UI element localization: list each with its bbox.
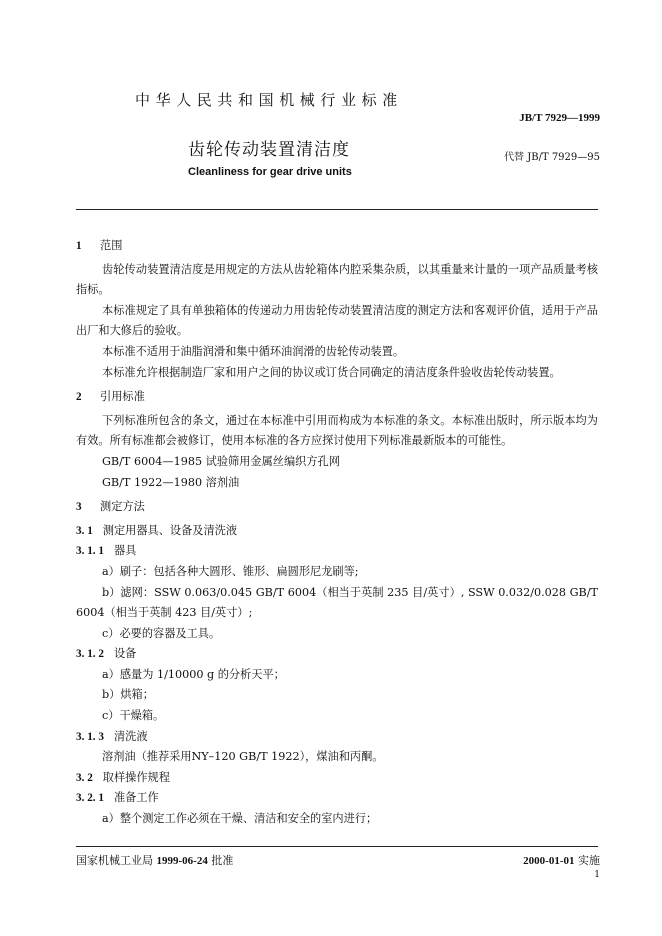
implementation-label: 实施	[578, 854, 600, 867]
implementation-date: 2000-01-01	[523, 855, 575, 867]
list-item: b）烘箱；	[102, 688, 154, 702]
footer-divider	[76, 846, 598, 847]
subsection-title: 准备工作	[113, 791, 159, 805]
subsection-title: 清洗液	[113, 729, 148, 743]
approve-label: 批准	[211, 854, 234, 867]
list-item: c）必要的容器及工具。	[102, 626, 221, 640]
reference-item: GB/T 6004—1985 试验筛用金属丝编织方孔网	[102, 454, 340, 468]
list-item: c）干燥箱。	[102, 709, 165, 723]
paragraph: 齿轮传动装置清洁度是用规定的方法从齿轮箱体内腔采集杂质，以其重量来计量的一项产品质量考核指标。	[76, 262, 598, 297]
subsection-number: 3. 1. 2	[76, 648, 104, 661]
approve-date: 1999-06-24	[156, 855, 208, 867]
subsection-number: 3. 1	[76, 524, 93, 537]
list-item: b）滤网：SSW 0.063/0.045 GB/T 6004（相当于英制 235 目/英寸）, SSW 0.032/0.028 GB/T 6004（相当于英制 423 目/英寸）;	[76, 585, 598, 620]
replaces-note: 代替 JB/T 7929—95	[504, 152, 600, 163]
section-heading-3	[76, 497, 598, 518]
section-heading-2	[76, 387, 598, 408]
reference-item: GB/T 1922—1980 溶剂油	[102, 475, 240, 489]
section-number: 3	[76, 501, 82, 514]
subsection-heading	[76, 521, 598, 542]
paragraph: 溶剂油（推荐采用NY–120 GB/T 1922），煤油和丙酮。	[102, 750, 384, 764]
english-title: Cleanliness for gear drive units	[188, 166, 352, 178]
section-number: 1	[76, 240, 82, 252]
section-title: 范围	[100, 239, 123, 252]
list-item: a）刷子：包括各种大圆形、锥形、扁圆形尼龙刷等;	[102, 564, 359, 578]
subsection-heading	[76, 541, 598, 562]
subsection-title: 测定用器具、设备及清洗液	[102, 523, 238, 537]
subsection-title: 设备	[113, 647, 137, 661]
issuer: 国家机械工业局	[76, 854, 153, 867]
header-divider	[76, 209, 598, 210]
document-body	[76, 236, 598, 830]
standard-category-title: 中华人民共和国机械行业标准	[135, 91, 403, 109]
approval-info	[76, 852, 233, 868]
standard-number: JB/T 7929—1999	[519, 112, 600, 124]
subsection-heading	[76, 788, 598, 809]
subsection-heading	[76, 768, 598, 789]
section-heading-1	[76, 236, 598, 257]
list-item: a）感量为 1/10000 g 的分析天平；	[102, 667, 285, 681]
section-number: 2	[76, 391, 82, 404]
section-title: 测定方法	[100, 500, 145, 514]
subsection-heading	[76, 727, 598, 748]
subsection-title: 取样操作规程	[102, 770, 170, 784]
implementation-info	[523, 852, 600, 868]
paragraph: 本标准允许根据制造厂家和用户之间的协议或订货合同确定的清洁度条件验收齿轮传动装置。	[102, 365, 561, 379]
page-number: 1	[594, 870, 600, 880]
subsection-number: 3. 2. 1	[76, 792, 104, 805]
paragraph: 本标准规定了具有单独箱体的传递动力用齿轮传动装置清洁度的测定方法和客观评价值，适用于产品出厂和大修后的验收。	[76, 303, 598, 338]
subsection-number: 3. 2	[76, 771, 93, 784]
subsection-title: 器具	[113, 544, 137, 558]
paragraph: 下列标准所包含的条文，通过在本标准中引用而构成为本标准的条文。本标准出版时，所示版本均为有效。所有标准都会被修订，使用本标准的各方应探讨使用下列标准最新版本的可能性。	[76, 413, 598, 448]
subsection-heading	[76, 644, 598, 665]
subsection-number: 3. 1. 1	[76, 545, 104, 558]
paragraph: 本标准不适用于油脂润滑和集中循环油润滑的齿轮传动装置。	[102, 344, 405, 358]
document-title: 齿轮传动装置清洁度	[188, 140, 350, 160]
section-title: 引用标准	[100, 390, 145, 404]
subsection-number: 3. 1. 3	[76, 730, 104, 743]
list-item: a）整个测定工作必须在干燥、清洁和安全的室内进行；	[102, 812, 378, 826]
